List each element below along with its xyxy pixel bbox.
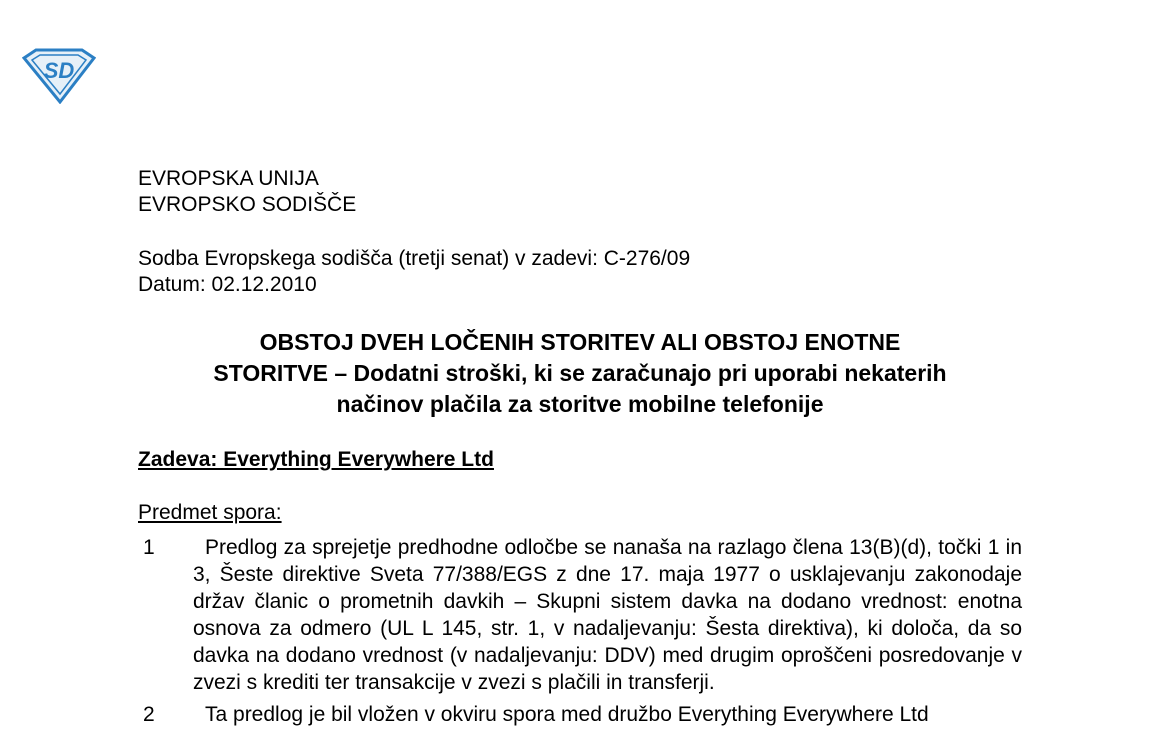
paragraph-text: Ta predlog je bil vložen v okviru spora med družbo Everything Everywhere Ltd (205, 703, 929, 726)
paragraph-text: Predlog za sprejetje predhodne odločbe se nanaša na razlago člena 13(B)(d), točki 1 in 3, Šeste direktive Sveta 77/388/EGS z dne 17. maja 1977 o usklajevanju zakonodaje držav članic o prometnih davkih – Skupni sistem davka na dodano vrednost: enotna osnova za odmero (UL L 145, str. 1, v nadaljevanju: Šesta direktiva), ki določa, da so davka na dodano vrednost (v nadaljevanju: DDV) med drugim oproščeni posredovanje v zvezi s krediti ter transakcije v zvezi s plačili in transferji. (193, 536, 1022, 694)
paragraph-number: 2 (143, 703, 155, 726)
paragraph-item (138, 534, 1022, 696)
dispute-label: Predmet spora: (138, 501, 282, 524)
subject-line: Zadeva: Everything Everywhere Ltd (138, 448, 494, 471)
judgment-date: Datum: 02.12.2010 (138, 273, 317, 296)
judgment-line: Sodba Evropskega sodišča (tretji senat) v zadevi: C-276/09 (138, 247, 691, 270)
court-union: EVROPSKA UNIJA (138, 167, 319, 190)
case-info (138, 246, 690, 298)
document-title (138, 327, 1022, 420)
numbered-paragraphs (138, 534, 1022, 733)
court-header (138, 166, 356, 218)
title-line-2: STORITVE – Dodatni stroški, ki se zaračunajo pri uporabi nekaterih (213, 360, 947, 386)
title-line-1: OBSTOJ DVEH LOČENIH STORITEV ALI OBSTOJ ENOTNE (259, 329, 901, 355)
paragraph-item (138, 701, 1022, 728)
paragraph-number: 1 (143, 536, 155, 559)
title-line-3: načinov plačila za storitve mobilne telefonije (336, 391, 824, 417)
court-name: EVROPSKO SODIŠČE (138, 193, 357, 216)
shield-logo (22, 48, 96, 104)
svg-text:SD: SD (43, 58, 75, 83)
